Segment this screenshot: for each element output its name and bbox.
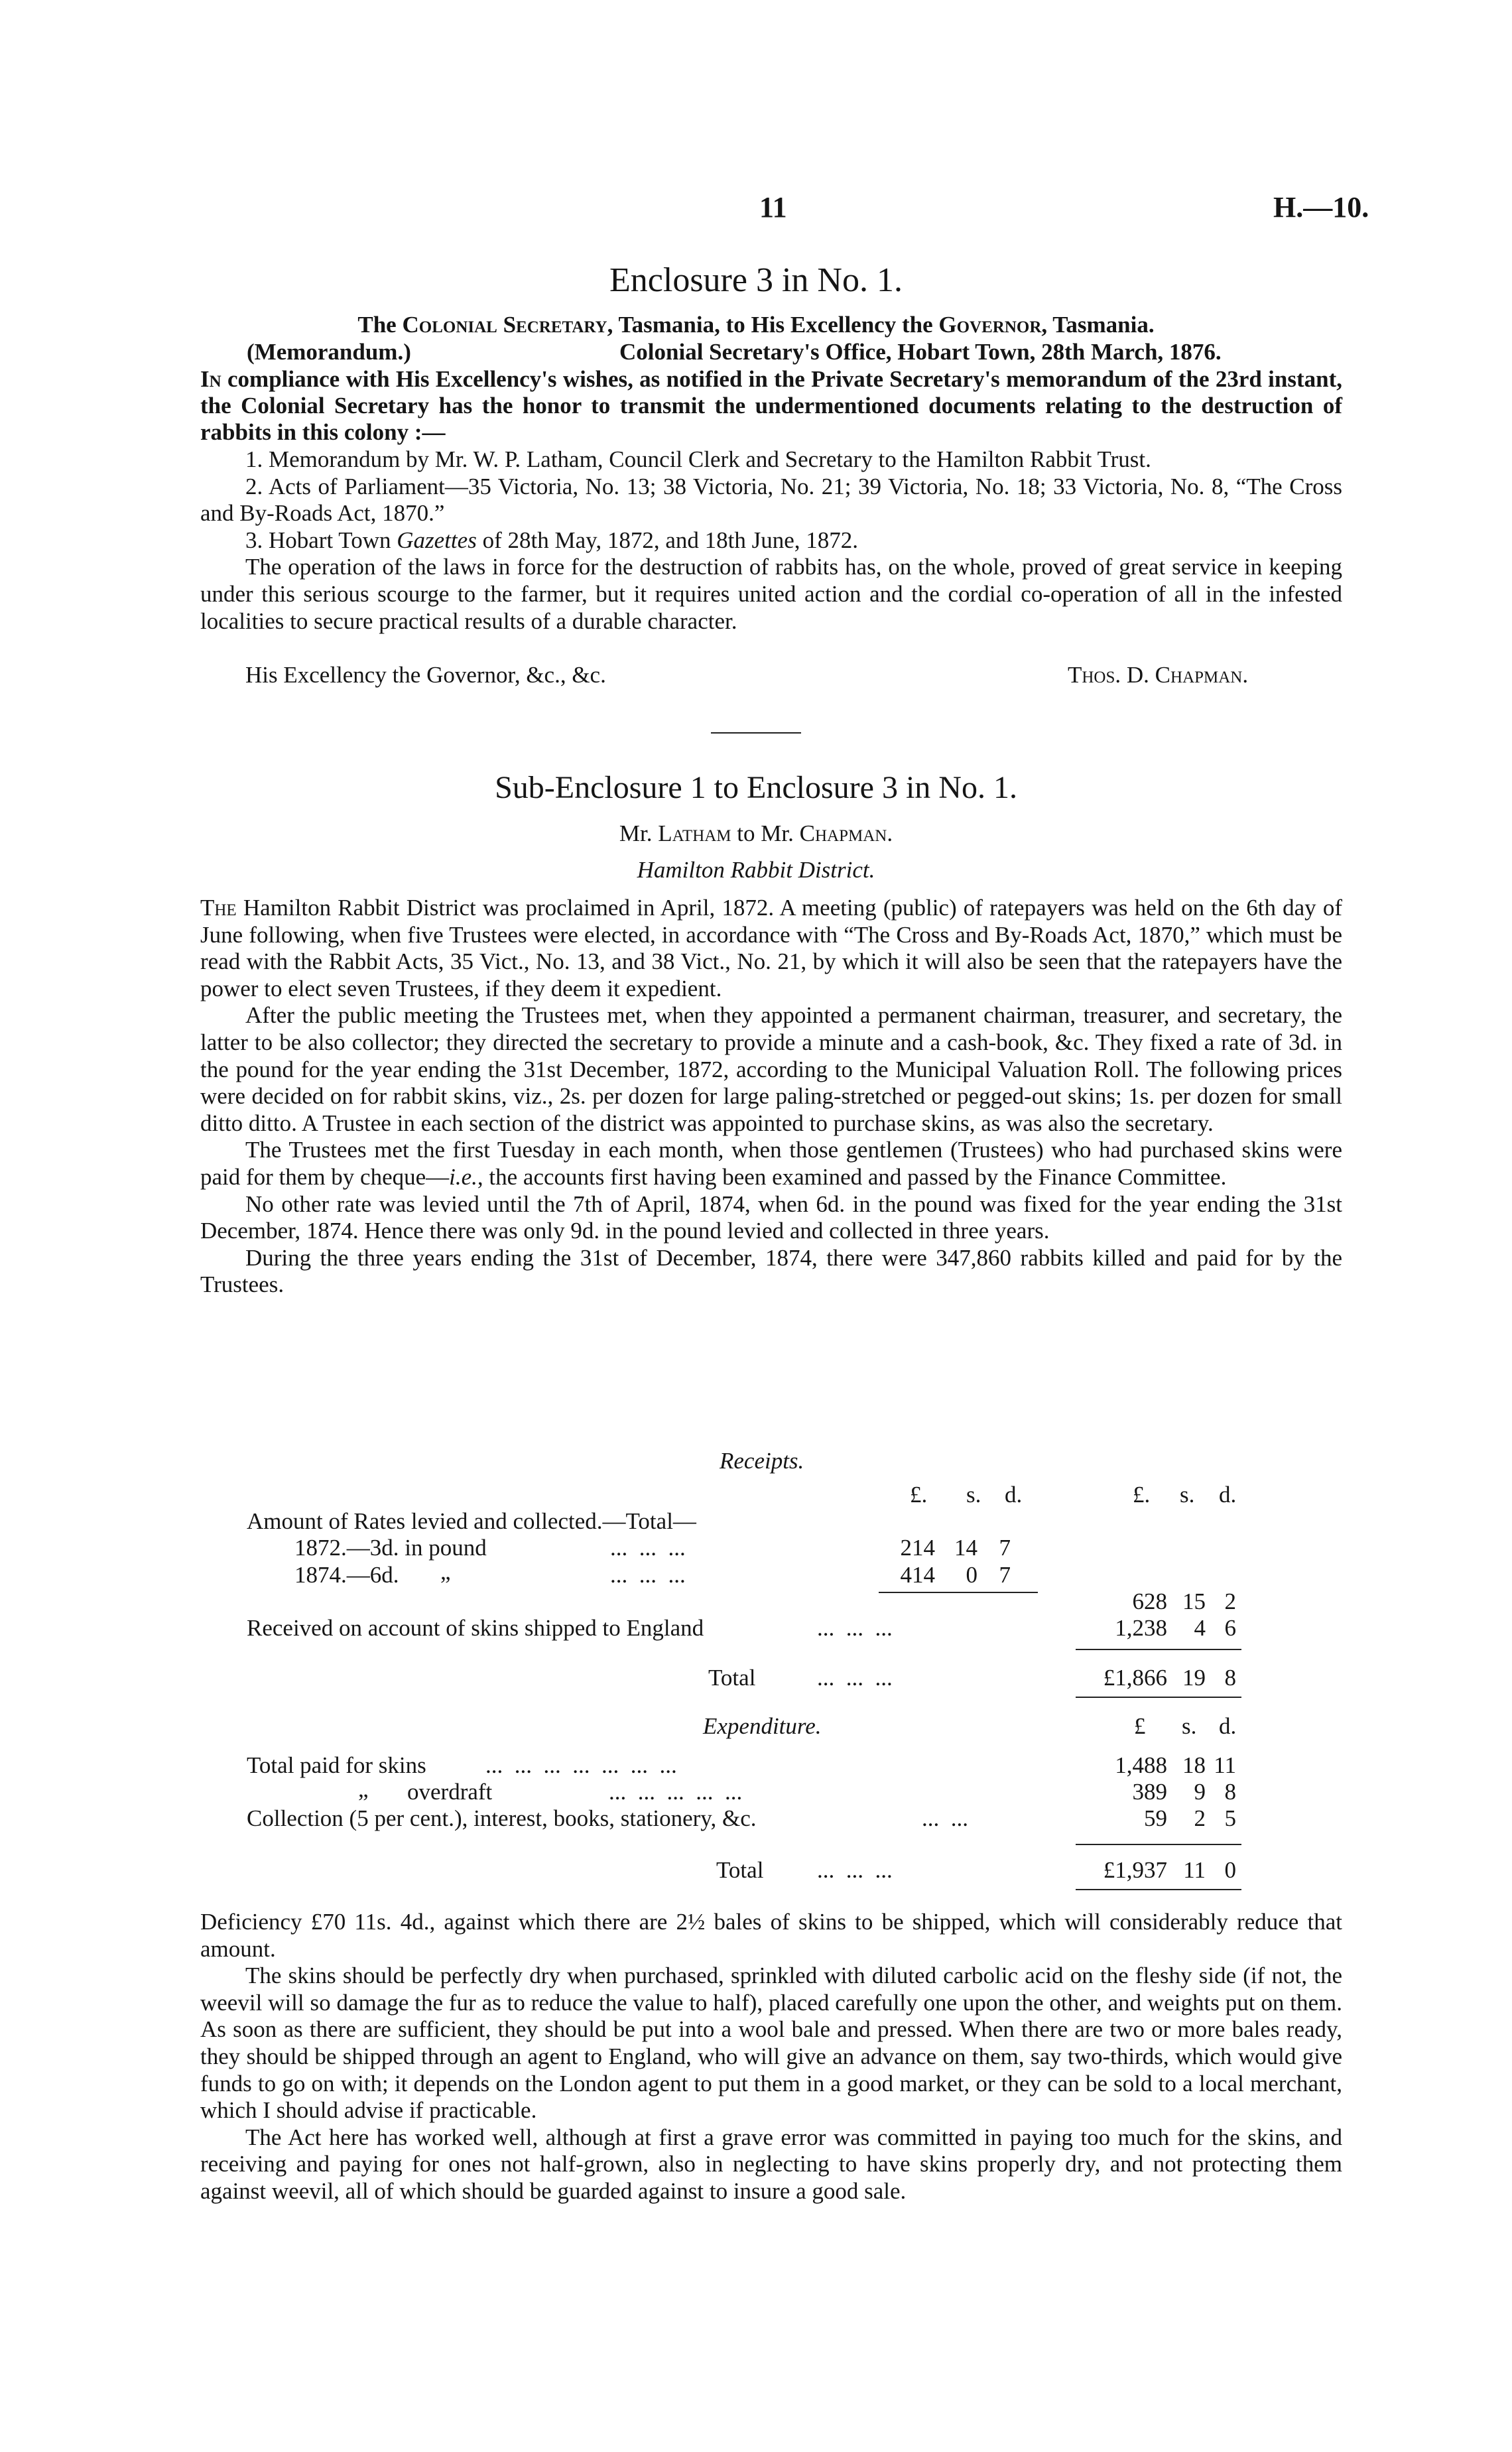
- expenditure-col-pound: £: [1134, 1713, 1146, 1739]
- sub-paragraph-2: After the public meeting the Trustees met, when they appointed a permanent chairman, treasurer, and secretary, the latter to be also collector; they directed the secretary to provide a minute and a cash-book, &c. They fixed a rate of 3d. in the pound for the year ending the 31st December, 1872, according to the Municipal Valuation Roll. The following prices were decided on for rabbit skins, viz., 2s. per dozen for large paling-stretched or pegged-out skins; 1s. per dozen for small ditto ditto. A Trustee in each section of the district was appointed to purchase skins, as was also the secretary.: [200, 1002, 1342, 1136]
- rates-1874-shillings: 0: [966, 1562, 977, 1588]
- enclosure-intro: In compliance with His Excellency's wishes, as notified in the Private Secretary's memorandum of the 23rd instant, the Colonial Secretary has the honor to transmit the undermentioned documents relating to the destruction of rabbits in this colony :—: [200, 366, 1342, 445]
- document-reference: H.—10.: [1273, 191, 1369, 224]
- receipts-total-shillings: 19: [1182, 1665, 1206, 1691]
- sub-paragraph-4: No other rate was levied until the 7th of April, 1874, when 6d. in the pound was fixed for the year ending the 31st December, 1874. Hence there was only 9d. in the pound levied and collected in three years.: [200, 1191, 1342, 1244]
- rates-subtotal-rule: [879, 1592, 1038, 1593]
- collection-shillings: 2: [1194, 1805, 1206, 1831]
- enclosure-items: [200, 446, 1342, 635]
- enclosure-item-3: 3. Hobart Town Gazettes of 28th May, 1872, and 18th June, 1872.: [245, 527, 859, 553]
- overdraft-pounds: 389: [1132, 1779, 1167, 1805]
- receipts-total-pence: 8: [1224, 1665, 1236, 1691]
- rates-total-pence: 2: [1224, 1588, 1236, 1614]
- expenditure-total-pounds: £1,937: [1103, 1857, 1167, 1883]
- receipts-total-rule-top: [1076, 1649, 1241, 1650]
- rates-1872-label: 1872.—3d. in pound: [294, 1535, 487, 1561]
- skins-received-pence: 6: [1224, 1615, 1236, 1641]
- sub-enclosure-heading: Sub-Enclosure 1 to Enclosure 3 in No. 1.: [495, 770, 1017, 805]
- expenditure-total-shillings: 11: [1183, 1857, 1206, 1883]
- skins-paid-pence: 11: [1214, 1752, 1236, 1778]
- overdraft-pence: 8: [1224, 1779, 1236, 1805]
- rates-1872-shillings: 14: [954, 1535, 977, 1561]
- expenditure-col-s: s.: [1182, 1713, 1197, 1739]
- skins-received-label: Received on account of skins shipped to England: [247, 1615, 704, 1641]
- closing-paragraph-1: Deficiency £70 11s. 4d., against which there are 2½ bales of skins to be shipped, which will considerably reduce that amount.: [200, 1909, 1342, 1962]
- receipts-heading: Receipts.: [720, 1448, 804, 1474]
- sub-paragraph-1: The Hamilton Rabbit District was proclaimed in April, 1872. A meeting (public) of ratepayers was held on the 6th day of June following, when five Trustees were elected, in accordance with “The Cross and By-Roads Act, 1870,” which must be read with the Rabbit Acts, 35 Vict., No. 13, and 38 Vict., No. 21, by which it will also be seen that the ratepayers have the power to elect seven Trustees, if they deem it expedient.: [200, 895, 1342, 1001]
- rates-1874-pence: 7: [999, 1562, 1011, 1588]
- receipts-total-rule-bottom: [1076, 1697, 1241, 1698]
- rates-1874-leaders: ... ... ...: [610, 1562, 686, 1588]
- receipts-col-s-1: s.: [966, 1482, 981, 1508]
- enclosure-addressee: His Excellency the Governor, &c., &c.: [245, 662, 606, 688]
- rates-1872-leaders: ... ... ...: [610, 1535, 686, 1561]
- district-title: Hamilton Rabbit District.: [637, 857, 875, 883]
- receipts-total-label: Total: [708, 1665, 756, 1691]
- rates-label: Amount of Rates levied and collected.—Total—: [247, 1508, 696, 1534]
- expenditure-heading: Expenditure.: [703, 1713, 822, 1739]
- overdraft-leaders: ... ... ... ... ...: [609, 1779, 743, 1805]
- sub-paragraph-5: During the three years ending the 31st of December, 1874, there were 347,860 rabbits killed and paid for by the Trustees.: [200, 1244, 1342, 1298]
- rates-total-shillings: 15: [1182, 1588, 1206, 1614]
- skins-paid-shillings: 18: [1182, 1752, 1206, 1778]
- enclosure-item-1: 1. Memorandum by Mr. W. P. Latham, Council Clerk and Secretary to the Hamilton Rabbit Trust.: [245, 446, 1151, 472]
- receipts-total-leaders: ... ... ...: [817, 1665, 893, 1691]
- memo-place-date: Colonial Secretary's Office, Hobart Town, 28th March, 1876.: [619, 339, 1222, 365]
- receipts-total-pounds: £1,866: [1103, 1665, 1167, 1691]
- expenditure-total-rule-bottom: [1076, 1889, 1241, 1890]
- expenditure-total-label: Total: [716, 1857, 764, 1883]
- skins-received-pounds: 1,238: [1115, 1615, 1167, 1641]
- rates-1874-pounds: 414: [900, 1562, 935, 1588]
- overdraft-ditto: „: [358, 1776, 369, 1802]
- collection-leaders: ... ...: [922, 1805, 968, 1831]
- enclosure-item-2: 2. Acts of Parliament—35 Victoria, No. 13; 38 Victoria, No. 21; 39 Victoria, No. 18; 33 Victoria, No. 8, “The Cross and By-Roads Act, 1870.”: [200, 473, 1342, 527]
- expenditure-total-leaders: ... ... ...: [817, 1857, 893, 1883]
- skins-received-shillings: 4: [1194, 1615, 1206, 1641]
- memo-label: (Memorandum.): [247, 339, 411, 365]
- receipts-col-pound-2: £.: [1133, 1482, 1151, 1508]
- enclosure-heading: Enclosure 3 in No. 1.: [609, 261, 903, 299]
- expenditure-col-d: d.: [1219, 1713, 1237, 1739]
- sub-enclosure-body: [200, 895, 1342, 1299]
- rates-total-pounds: 628: [1132, 1588, 1167, 1614]
- receipts-col-d-1: d.: [1005, 1482, 1023, 1508]
- receipts-col-pound-1: £.: [910, 1482, 928, 1508]
- sub-paragraph-3: The Trustees met the first Tuesday in each month, when those gentlemen (Trustees) who had purchased skins were paid for them by cheque—i.e., the accounts first having been examined and passed by the Finance Committee.: [200, 1137, 1342, 1190]
- closing-body: [200, 1909, 1342, 2205]
- section-divider: [711, 732, 801, 734]
- skins-received-leaders: ... ... ...: [817, 1615, 893, 1641]
- collection-label: Collection (5 per cent.), interest, books, stationery, &c.: [247, 1805, 757, 1831]
- receipts-col-s-2: s.: [1180, 1482, 1195, 1508]
- closing-paragraph-2: The skins should be perfectly dry when purchased, sprinkled with diluted carbolic acid on the fleshy side (if not, the weevil will so damage the fur as to reduce the value to half), placed carefully one upon the other, and weights put on them. As soon as there are sufficient, they should be put into a wool bale and pressed. When there are two or more bales ready, they should be shipped through an agent to England, who will give an advance on them, say two-thirds, which would give funds to go on with; it depends on the London agent to put them in a good market, or they can be sold to a local merchant, which I should advise if practicable.: [200, 1963, 1342, 2124]
- skins-paid-pounds: 1,488: [1115, 1752, 1167, 1778]
- overdraft-shillings: 9: [1194, 1779, 1206, 1805]
- expenditure-total-pence: 0: [1224, 1857, 1236, 1883]
- closing-paragraph-3: The Act here has worked well, although at first a grave error was committed in paying too much for the skins, and receiving and paying for ones not half-grown, also in neglecting to have skins properly dry, and not protecting them against weevil, all of which should be guarded against to insure a good sale.: [200, 2124, 1342, 2204]
- rates-1874-ditto: „: [440, 1559, 451, 1584]
- collection-pence: 5: [1224, 1805, 1236, 1831]
- enclosure-from-line: The Colonial Secretary, Tasmania, to His Excellency the Governor, Tasmania.: [357, 312, 1155, 338]
- skins-paid-label: Total paid for skins: [247, 1752, 426, 1778]
- rates-1872-pence: 7: [999, 1535, 1011, 1561]
- enclosure-body: [200, 366, 1342, 446]
- collection-pounds: 59: [1144, 1805, 1167, 1831]
- rates-1874-label: 1874.—6d.: [294, 1562, 399, 1588]
- page-number: 11: [759, 191, 787, 224]
- expenditure-total-rule-top: [1076, 1844, 1241, 1845]
- sub-enclosure-from-line: Mr. Latham to Mr. Chapman.: [619, 820, 893, 846]
- receipts-col-d-2: d.: [1219, 1482, 1237, 1508]
- enclosure-paragraph: The operation of the laws in force for the destruction of rabbits has, on the whole, proved of great service in keeping under this serious scourge to the farmer, but it requires united action and the cordial co-operation of all in the infested localities to secure practical results of a durable character.: [200, 554, 1342, 634]
- skins-paid-leaders: ... ... ... ... ... ... ...: [485, 1752, 677, 1778]
- enclosure-signature: Thos. D. Chapman.: [1068, 662, 1249, 688]
- rates-1872-pounds: 214: [900, 1535, 935, 1561]
- overdraft-label: overdraft: [407, 1779, 493, 1805]
